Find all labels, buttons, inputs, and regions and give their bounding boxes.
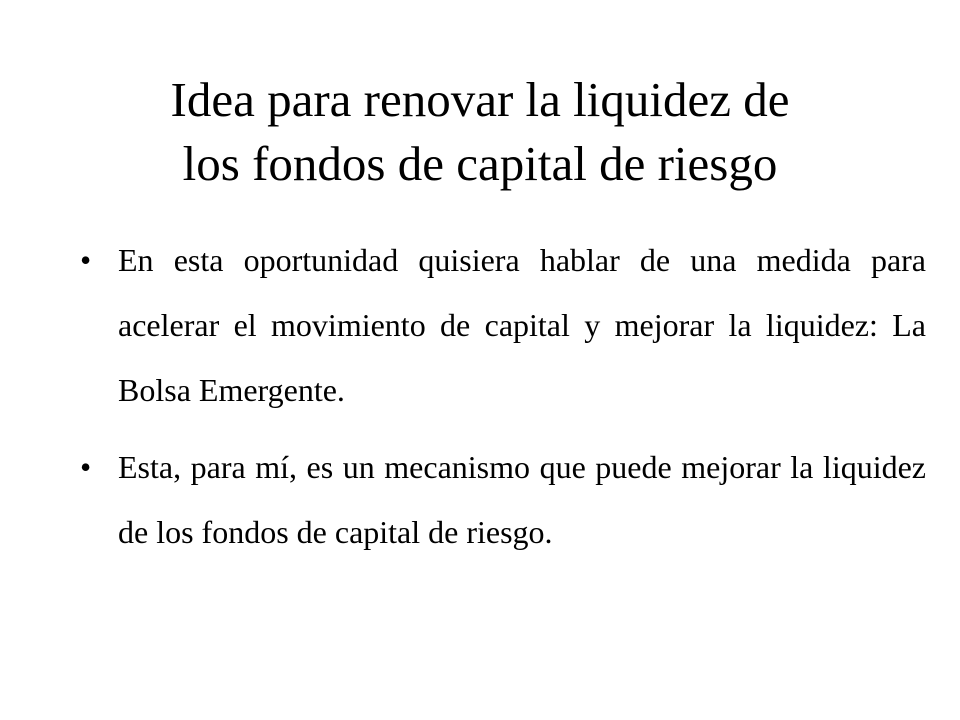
bullet-item-1 — [78, 228, 926, 423]
bullet-list — [78, 228, 926, 577]
slide-title-line-2: los fondos de capital de riesgo — [182, 136, 778, 191]
bullet-text-1: En esta oportunidad quisiera hablar de una medida para acelerar el movimiento de capital y mejorar la liquidez: La Bolsa Emergente. — [118, 242, 926, 408]
bullet-marker: • — [80, 242, 92, 278]
bullet-marker: • — [80, 449, 92, 485]
slide-title — [60, 68, 900, 196]
slide-title-line-1: Idea para renovar la liquidez de — [170, 72, 790, 127]
bullet-item-2 — [78, 435, 926, 565]
bullet-text-2: Esta, para mí, es un mecanismo que puede mejorar la liquidez de los fondos de capital de riesgo. — [118, 449, 926, 550]
